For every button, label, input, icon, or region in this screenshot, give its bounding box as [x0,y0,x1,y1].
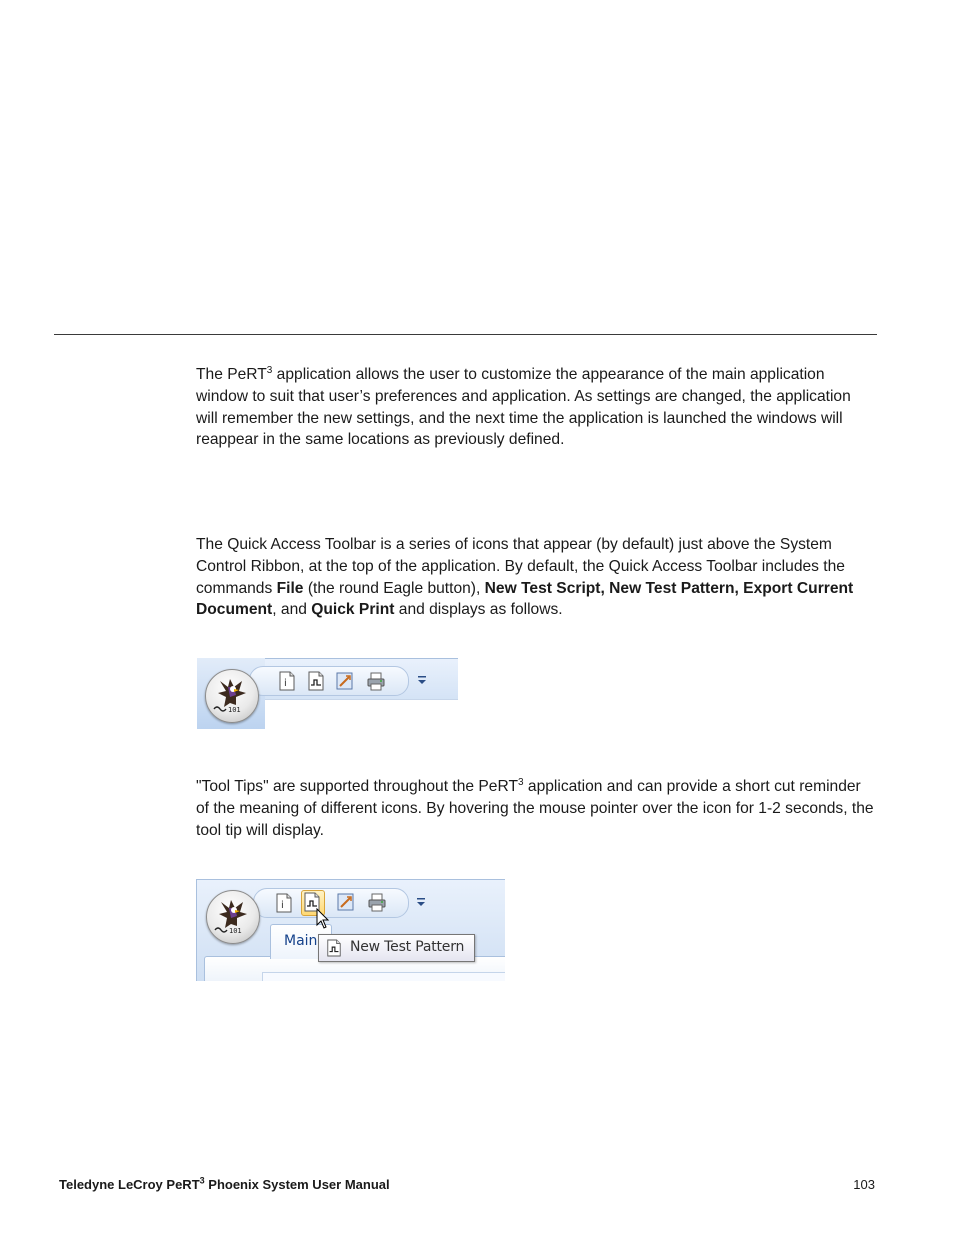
tooltip-superscript: 3 [518,776,524,788]
quick-access-toolbar [249,666,409,696]
quick-access-paragraph [196,534,876,621]
qat-text-3: , and [272,601,312,619]
file-orb-button[interactable] [205,669,259,723]
qat-text-2: (the round Eagle button), [303,579,485,597]
export-document-icon[interactable] [336,671,354,691]
intro-text-b: application allows the user to customize the appearance of the main application window to suit that user’s preferences and application. As settings are changed, the application will remember the new settings, and the next time the application is launched the windows will reappear in the same locations as previously defined. [196,366,851,449]
new-test-script-icon[interactable] [278,671,296,691]
new-test-pattern-icon [326,939,342,957]
svg-text:i: i [281,900,284,911]
page-number: 103 [853,1177,875,1192]
qat-bold-quick-print: Quick Print [311,601,395,619]
intro-superscript: 3 [266,364,273,376]
tooltip-text-a: "Tool Tips" are supported throughout the PeRT [196,778,518,795]
eagle-file-icon [212,675,252,715]
footer-title-a: Teledyne LeCroy PeRT [59,1177,200,1192]
new-test-pattern-icon[interactable] [307,671,325,691]
footer-title-b: Phoenix System User Manual [204,1177,390,1192]
quick-access-toolbar-screenshot [197,658,458,729]
tooltip-screenshot [196,879,505,981]
footer-title [59,1177,390,1192]
qat-text-4: and displays as follows. [394,601,563,619]
qat-bold-file: File [276,579,304,597]
intro-text-a: The PeRT [196,366,267,383]
tooltip-popup [318,934,475,962]
tab-main-label: Main [284,933,318,949]
quick-print-icon[interactable] [367,671,385,691]
mouse-pointer-icon [316,908,330,930]
horizontal-rule [54,334,877,335]
footer-superscript: 3 [199,1175,205,1186]
qat-text-1: The Quick Access Toolbar is a series of icons that appear (by default) just above the System Control Ribbon, at the top of the application. By default, the Quick Access Toolbar includes the commands [196,536,845,597]
tooltip-text: New Test Pattern [350,939,465,955]
customize-dropdown-icon[interactable] [415,896,427,908]
file-orb-button[interactable] [206,890,260,944]
eagle-file-icon [213,896,253,936]
tooltip-paragraph [196,776,876,841]
tooltip-text-b: application and can provide a short cut reminder of the meaning of different icons. By hovering the mouse pointer over the icon for 1-2 seconds, the tool tip will display. [196,778,874,839]
qat-bold-commands: New Test Script, New Test Pattern, Export Current Document [196,579,854,619]
export-document-icon[interactable] [337,892,355,912]
svg-text:i: i [284,678,287,689]
new-test-script-icon[interactable] [275,893,293,913]
customize-dropdown-icon[interactable] [416,674,428,686]
quick-print-icon[interactable] [368,892,386,912]
intro-paragraph [196,364,876,451]
ribbon-group [262,972,505,981]
